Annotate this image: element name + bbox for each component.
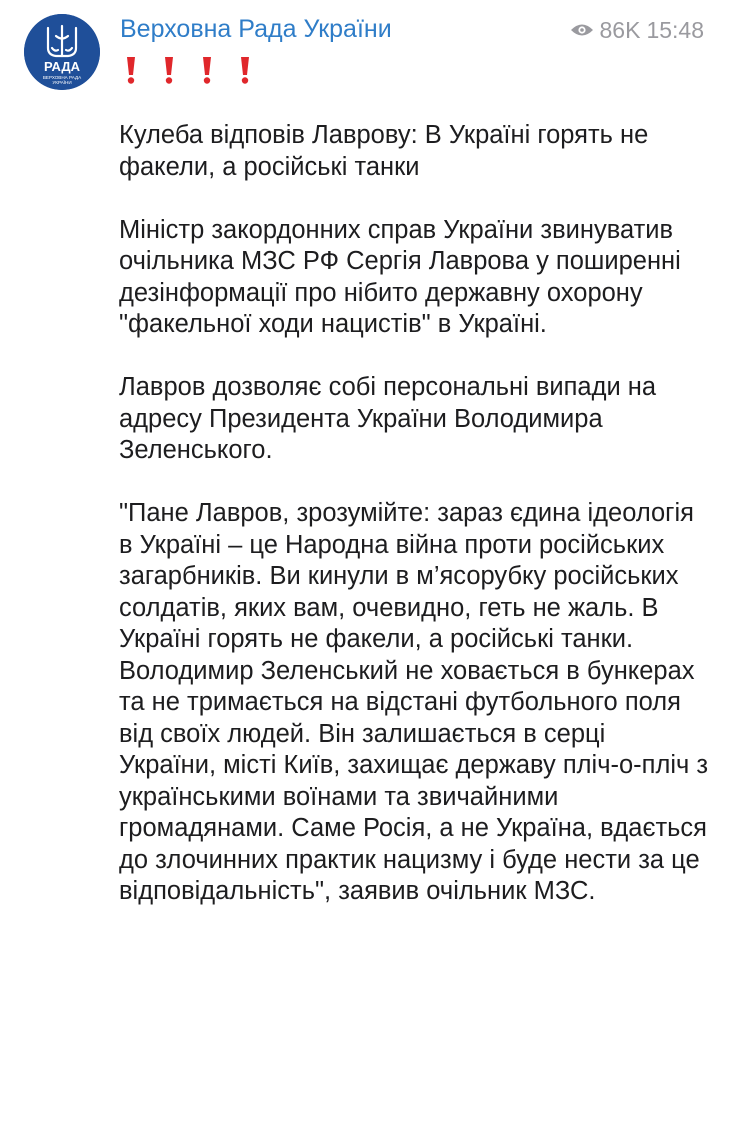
exclamation-icon (160, 55, 178, 85)
message-time: 15:48 (646, 17, 704, 43)
svg-text:ВЕРХОВНА РАДА: ВЕРХОВНА РАДА (42, 75, 82, 80)
message-paragraph: Міністр закордонних справ України звинуватив очільника МЗС РФ Сергія Лаврова у поширенні дезінформації про нібито державну охорону "факельної ходи нацистів" в Україні. (119, 215, 681, 338)
views-count: 86K (599, 17, 641, 43)
channel-name[interactable]: Верховна Рада України (120, 15, 392, 43)
svg-text:УКРАЇНИ: УКРАЇНИ (52, 80, 72, 85)
eye-icon (570, 22, 594, 38)
alert-emoji-row (122, 55, 254, 85)
message-body (119, 120, 709, 908)
exclamation-icon (198, 55, 216, 85)
channel-avatar[interactable] (24, 14, 100, 90)
message-paragraph: Лавров дозволяє собі персональні випади на адресу Президента України Володимира Зеленського. (119, 373, 657, 464)
svg-text:РАДА: РАДА (43, 59, 81, 74)
exclamation-icon (122, 55, 140, 85)
trident-icon (24, 14, 100, 90)
exclamation-icon (236, 55, 254, 85)
message-meta (570, 16, 705, 44)
message-paragraph: "Пане Лавров, зрозумійте: зараз єдина ідеологія в Україні – це Народна війна проти російських загарбників. Ви кинули в м’ясорубку російських солдатів, яких вам, очевидно, геть не жаль. В Україні горять не факели, а російські танки. Володимир Зеленський не ховається в бункерах та не тримається на відстані футбольного поля від своїх людей. Він залишається в серці України, місті Київ, захищає державу пліч-о-пліч з українськими воїнами та звичайними громадянами. Саме Росія, а не Україна, вдається до злочинних практик нацизму і буде нести за це відповідальність", заявив очільник МЗС. (119, 499, 709, 905)
message-headline: Кулеба відповів Лаврову: В Україні горять не факели, а російські танки (119, 121, 649, 181)
